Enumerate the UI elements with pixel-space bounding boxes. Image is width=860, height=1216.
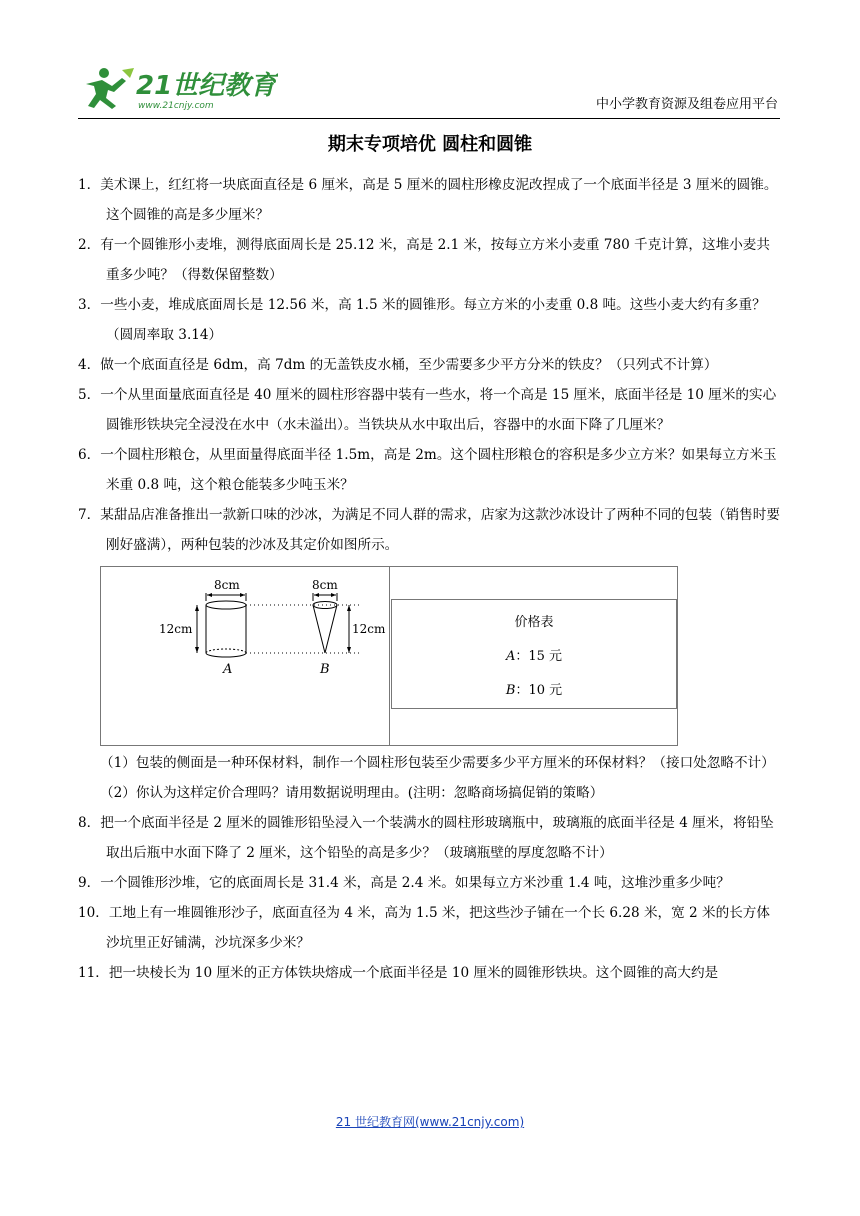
logo-text: 21世纪教育: [136, 71, 277, 101]
running-man-icon: [86, 68, 134, 109]
question-7-sub-1: （1）包装的侧面是一种环保材料，制作一个圆柱形包装至少需要多少平方厘米的环保材料？（接口处忽略不计）: [100, 755, 775, 771]
q7-figure: [100, 566, 678, 746]
question-list: [78, 170, 782, 988]
cone-height-label: 12cm: [352, 622, 386, 636]
question-3: 3．一些小麦，堆成底面周长是 12.56 米，高 1.5 米的圆锥形。每立方米的小麦重 0.8 吨。这些小麦大约有多重？（圆周率取 3.14）: [78, 297, 766, 343]
page-title: 期末专项培优 圆柱和圆锥: [327, 134, 533, 155]
platform-name: 中小学教育资源及组卷应用平台: [595, 97, 778, 112]
question-7-sub-2: （2）你认为这样定价合理吗？请用数据说明理由。(注明：忽略商场搞促销的策略）: [100, 785, 604, 801]
question-1: 1．美术课上，红红将一块底面直径是 6 厘米，高是 5 厘米的圆柱形橡皮泥改捏成了一个底面半径是 3 厘米的圆锥。这个圆锥的高是多少厘米？: [78, 177, 778, 223]
cylinder-width-label: 8cm: [214, 578, 240, 592]
logo-url: www.21cnjy.com: [138, 101, 214, 111]
page-header: [78, 62, 780, 119]
cylinder-cone-diagram: [101, 567, 389, 745]
question-9: 9．一个圆锥形沙堆，它的底面周长是 31.4 米，高是 2.4 米。如果每立方米沙重 1.4 吨，这堆沙重多少吨？: [78, 875, 730, 891]
logo: [78, 64, 278, 112]
price-b: B：10 元: [505, 683, 563, 698]
question-4: 4．做一个底面直径是 6dm，高 7dm 的无盖铁皮水桶，至少需要多少平方分米的铁皮？（只列式不计算）: [78, 357, 718, 373]
question-7: 7．某甜品店准备推出一款新口味的沙冰，为满足不同人群的需求，店家为这款沙冰设计了两种不同的包装（销售时要刚好盛满），两种包装的沙冰及其定价如图所示。: [78, 507, 780, 553]
price-a: A：15 元: [505, 649, 563, 664]
label-a: A: [223, 662, 233, 677]
question-10: 10．工地上有一堆圆锥形沙子，底面直径为 4 米，高为 1.5 米，把这些沙子铺在一个长 6.28 米，宽 2 米的长方体沙坑里正好铺满，沙坑深多少米？: [78, 905, 770, 951]
question-5: 5．一个从里面量底面直径是 40 厘米的圆柱形容器中装有一些水，将一个高是 15 厘米，底面半径是 10 厘米的实心圆锥形铁块完全浸没在水中（水未溢出）。当铁块从水中取出后，容器中的水面下降了几厘米？: [78, 387, 777, 433]
label-b: B: [320, 662, 330, 677]
price-table-title: 价格表: [514, 615, 554, 630]
question-11: 11．把一块棱长为 10 厘米的正方体铁块熔成一个底面半径是 10 厘米的圆锥形铁块。这个圆锥的高大约是: [78, 965, 719, 981]
package-diagram: [101, 567, 390, 745]
question-8: 8．把一个底面半径是 2 厘米的圆锥形铅坠浸入一个装满水的圆柱形玻璃瓶中，玻璃瓶的底面半径是 4 厘米，将铅坠取出后瓶中水面下降了 2 厘米，这个铅坠的高是多少？（玻璃瓶壁的厚度忽略不计）: [78, 815, 774, 861]
question-6: 6．一个圆柱形粮仓，从里面量得底面半径 1.5m，高是 2m。这个圆柱形粮仓的容积是多少立方米？如果每立方米玉米重 0.8 吨，这个粮仓能装多少吨玉米？: [78, 447, 777, 493]
footer-link[interactable]: 21 世纪教育网(www.21cnjy.com): [335, 1115, 525, 1129]
cylinder-height-label: 12cm: [159, 622, 193, 636]
question-2: 2．有一个圆锥形小麦堆，测得底面周长是 25.12 米，高是 2.1 米，按每立方米小麦重 780 千克计算，这堆小麦共重多少吨？（得数保留整数）: [78, 237, 770, 283]
cone-width-label: 8cm: [312, 578, 338, 592]
price-table: [391, 599, 677, 709]
